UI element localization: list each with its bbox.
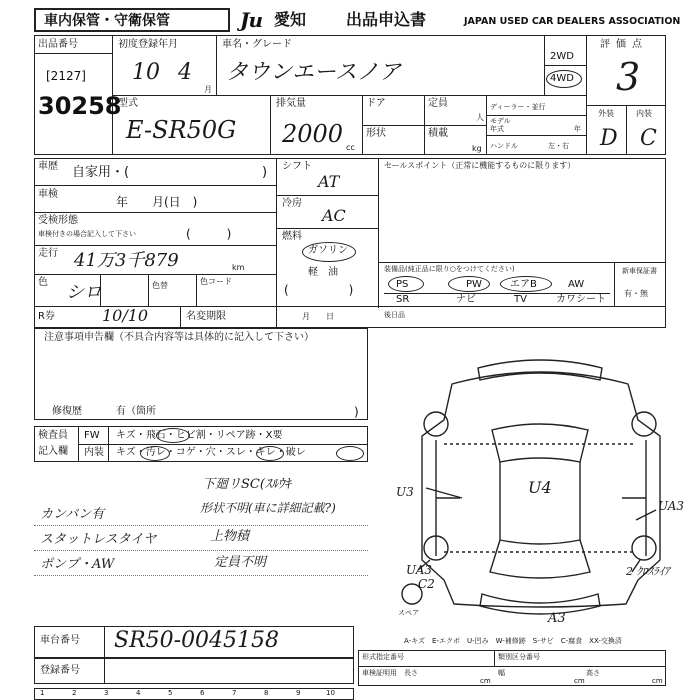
height-label: 高さ <box>586 669 600 677</box>
inspection-label: 車検 <box>38 189 58 200</box>
notice-label: 注意事項申告欄（不具合内容等は具体的に記入して下さい） <box>44 332 314 343</box>
equip-aw: AW <box>568 279 585 290</box>
equip-sr: SR <box>396 294 410 305</box>
strip-num: 3 <box>104 689 109 697</box>
width-cm: cm <box>574 677 585 685</box>
note-pump-aw: ポンプ・AW <box>40 557 115 572</box>
receive-note: 車検付きの場合記入して下さい <box>38 230 136 238</box>
capacity-unit: 人 <box>476 113 484 122</box>
score-label: 評価点 <box>600 39 648 50</box>
length-label: 長さ <box>404 669 418 677</box>
fuel-diesel: 軽 油 <box>308 267 338 278</box>
receive-label: 受検形態 <box>38 215 78 226</box>
damage-legend: A-キズ E-エクボ U-凹み W-補修跡 S-サビ C-腐食 XX-交換済 <box>404 637 622 645</box>
warranty-label: 新車保証書 <box>622 267 657 275</box>
repair-label: 修復歴 <box>52 406 82 417</box>
damage-c2: C2 <box>418 577 435 591</box>
history-value: 自家用・( <box>72 165 130 180</box>
ps-circle <box>388 276 424 292</box>
registration-box <box>34 658 354 684</box>
interior-grade: C <box>640 126 657 151</box>
equipment-label: 装備品(純正品に限り○をつけてください) <box>384 265 515 273</box>
r-ticket-value: 10/10 <box>102 306 149 325</box>
storage-tag <box>34 8 230 32</box>
spare-label: スペア <box>398 609 419 617</box>
load-label: 積載 <box>428 128 448 139</box>
tear-circle <box>336 446 364 461</box>
number-strip <box>34 688 354 700</box>
height-cm: cm <box>652 677 663 685</box>
stain-circle <box>140 446 170 461</box>
lot-label: 出品番号 <box>38 39 78 50</box>
record-label: 記入欄 <box>38 446 68 457</box>
score-value: 3 <box>616 55 641 99</box>
strip-num: 4 <box>136 689 141 697</box>
fw-items: キズ・飛石・ヒビ割・リペア跡・X要 <box>116 430 283 441</box>
airbag-circle <box>500 276 552 292</box>
first-reg-year: 10 <box>132 60 160 85</box>
form-title: 出品申込書 <box>346 10 427 29</box>
class-number-label: 類別区分番号 <box>498 653 540 661</box>
r-ticket-label: R券 <box>38 311 55 322</box>
handle-label: ハンドル <box>490 142 518 150</box>
shift-label: シフト <box>282 161 312 172</box>
equip-airbag: エアB <box>510 279 537 290</box>
aircon-value: AC <box>322 206 346 225</box>
name-change-md: 月 日 <box>302 312 334 321</box>
note-underbody: 下廻リSC(ｽﾙｳｷ <box>202 477 291 492</box>
mileage-value: 41万3千879 <box>74 250 179 271</box>
handle-options: 左・右 <box>548 142 569 150</box>
pw-circle <box>448 276 490 292</box>
strip-num: 7 <box>232 689 237 697</box>
post-items-label: 後日品 <box>384 311 405 319</box>
name-change-label: 名変期限 <box>186 311 226 322</box>
note-upper-load: 上物積 <box>210 529 250 544</box>
car-name-value: タウンエースノア <box>226 60 401 85</box>
displacement-label: 排気量 <box>276 98 306 109</box>
lot-small: [2127] <box>46 69 86 83</box>
storage-tag-text: 車内保管・守衛保管 <box>44 13 170 29</box>
registration-label: 登録番号 <box>40 665 80 676</box>
dealer-label: ディーラー・並行 <box>490 103 546 111</box>
fuel-label: 燃料 <box>282 231 302 242</box>
strip-num: 5 <box>168 689 173 697</box>
color-code-label: 色コード <box>200 277 232 286</box>
strip-num: 10 <box>326 689 335 697</box>
damage-u4: U4 <box>528 478 552 497</box>
damage-ua3-left: UA3 <box>406 563 433 577</box>
inspection-value: 年 月(日 ) <box>116 195 198 209</box>
inspector-label: 検査員 <box>38 430 68 441</box>
damage-a3: A3 <box>548 611 566 626</box>
note-studless: スタットレスタイヤ <box>40 532 157 547</box>
lot-number: 30258 <box>38 92 122 120</box>
strip-num: 8 <box>264 689 269 697</box>
scuff-circle <box>256 446 284 461</box>
first-reg-month: 4 <box>178 60 192 85</box>
model-code-value: E-SR50G <box>126 116 237 144</box>
first-reg-label: 初度登録年月 <box>118 39 178 50</box>
org-name: 愛知 <box>274 10 307 29</box>
repair-value: 有（箇所 <box>116 406 156 417</box>
exterior-label: 外装 <box>598 109 614 118</box>
strip-num: 2 <box>72 689 77 697</box>
km-unit: km <box>232 263 245 272</box>
equip-navi: ナビ <box>456 294 476 305</box>
model-year-label: 年式 <box>490 125 504 133</box>
color-label: 色 <box>38 277 48 288</box>
equip-pw: PW <box>466 279 482 290</box>
ju-logo: Ju <box>240 8 263 32</box>
drive-2wd: 2WD <box>550 51 574 62</box>
equip-leather: カワシート <box>556 294 606 305</box>
strip-num: 1 <box>40 689 45 697</box>
cc-unit: cc <box>346 143 355 152</box>
exterior-grade: D <box>600 126 618 151</box>
displacement-value: 2000 <box>282 120 344 148</box>
equip-ps: PS <box>396 279 409 290</box>
car-name-label: 車名・グレード <box>222 39 292 50</box>
fuel-gas: ガソリン <box>308 245 348 256</box>
sales-point-label: セールスポイント（正常に機能するものに限ります） <box>384 161 576 170</box>
width-label: 幅 <box>498 669 505 677</box>
color-change-label: 色替 <box>152 281 168 290</box>
association-name: JAPAN USED CAR DEALERS ASSOCIATION <box>464 16 681 27</box>
note-sign: カンバン有 <box>40 507 105 522</box>
strip-num: 9 <box>296 689 301 697</box>
warranty-options: 有・無 <box>624 289 648 298</box>
chassis-number: SR50-0045158 <box>114 628 280 653</box>
fw-head: FW <box>84 430 100 441</box>
equip-tv: TV <box>514 294 527 305</box>
model-code-label: 型式 <box>118 98 138 109</box>
damage-u3: U3 <box>396 485 414 499</box>
note-shape: 形状不明(車に詳細記載?) <box>200 501 336 515</box>
note-capacity: 定員不明 <box>214 555 267 570</box>
shape-label: 形状 <box>366 128 386 139</box>
strip-num: 6 <box>200 689 205 697</box>
chip-circle <box>156 428 190 443</box>
month-unit: 月 <box>204 85 212 94</box>
interior-items: キズ・汚レ・コゲ・穴・スレ・キレ・破レ <box>116 447 306 458</box>
drive-4wd: 4WD <box>550 73 574 84</box>
year-unit: 年 <box>574 125 581 133</box>
damage-ua3-right: UA3 <box>658 499 685 513</box>
damage-cross: 2 ｸﾛｽﾗｲｱ <box>626 565 670 578</box>
model-label: モデル <box>490 117 511 125</box>
history-label: 車歴 <box>38 161 58 172</box>
interior-head: 内装 <box>84 447 104 458</box>
shift-value: AT <box>318 172 340 191</box>
cert-label: 車検証明用 <box>362 669 397 677</box>
color-value: シロ <box>66 282 102 303</box>
interior-label: 内装 <box>636 109 652 118</box>
chassis-label: 車台番号 <box>40 635 80 646</box>
capacity-label: 定員 <box>428 98 448 109</box>
spec-number-label: 形式指定番号 <box>362 653 404 661</box>
mileage-label: 走行 <box>38 248 58 259</box>
length-cm: cm <box>480 677 491 685</box>
aircon-label: 冷房 <box>282 198 302 209</box>
door-label: ドア <box>366 98 386 109</box>
load-unit: kg <box>472 144 482 153</box>
